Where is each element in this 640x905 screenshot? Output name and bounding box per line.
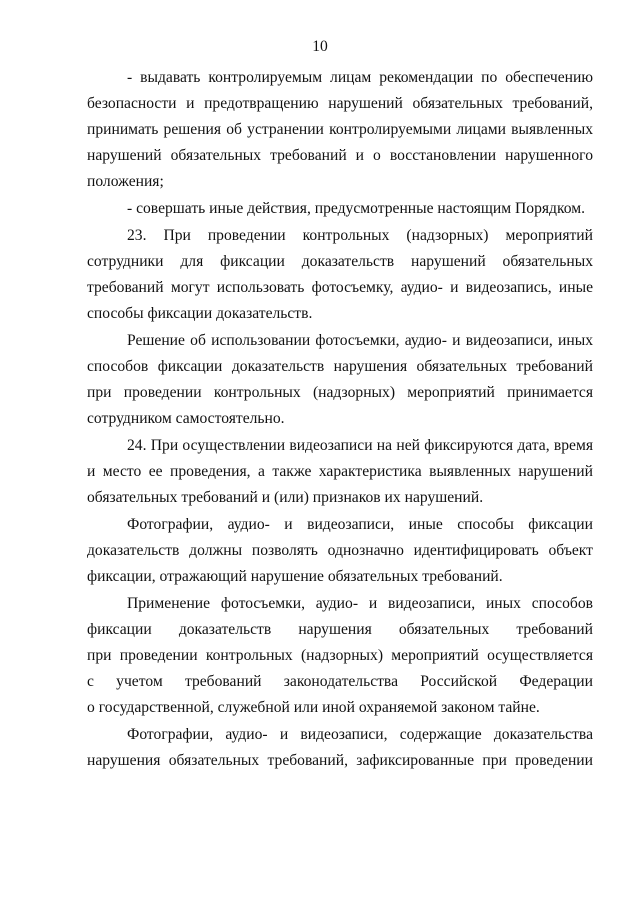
paragraph-recommendations [87, 65, 593, 195]
document-body [87, 65, 593, 774]
paragraph-evidence [87, 722, 593, 774]
text-line: обязательных требований и (или) признаков их нарушений. [87, 489, 484, 506]
text-line: фиксации, отражающий нарушение обязательных требований. [87, 568, 503, 585]
text-line: и место ее проведения, а также характеристика выявленных нарушений [87, 463, 593, 480]
paragraph-item-23 [87, 223, 593, 327]
paragraph-decision [87, 328, 593, 432]
text-line: с учетом требований законодательства Российской Федерации [87, 673, 593, 690]
paragraph-item-24 [87, 433, 593, 511]
text-line: нарушения обязательных требований, зафиксированные при проведении [87, 752, 593, 769]
text-line: о государственной, служебной или иной охраняемой законом тайне. [87, 699, 540, 716]
text-line: - совершать иные действия, предусмотренные настоящим Порядком. [127, 200, 586, 217]
text-line: Фотографии, аудио- и видеозаписи, содержащие доказательства [127, 726, 593, 743]
text-line: способы фиксации доказательств. [87, 305, 313, 322]
text-line: Решение об использовании фотосъемки, аудио- и видеозаписи, иных [127, 332, 593, 349]
text-line: 24. При осуществлении видеозаписи на ней фиксируются дата, время [127, 437, 593, 454]
text-line: при проведении контрольных (надзорных) мероприятий принимается [87, 384, 593, 401]
paragraph-photos [87, 512, 593, 590]
paragraph-application [87, 591, 593, 721]
text-line: Фотографии, аудио- и видеозаписи, иные способы фиксации [127, 516, 593, 533]
text-line: - выдавать контролируемым лицам рекомендации по обеспечению [127, 69, 593, 86]
text-line: Применение фотосъемки, аудио- и видеозаписи, иных способов [127, 595, 593, 612]
text-line: сотрудники для фиксации доказательств нарушений обязательных [87, 253, 593, 270]
text-line: способов фиксации доказательств нарушения обязательных требований [87, 358, 593, 375]
text-line: сотрудником самостоятельно. [87, 410, 285, 427]
text-line: положения; [87, 173, 164, 190]
text-line: доказательств должны позволять однозначно идентифицировать объект [87, 542, 593, 559]
text-line: 23. При проведении контрольных (надзорных) мероприятий [127, 227, 593, 244]
text-line: фиксации доказательств нарушения обязательных требований [87, 621, 593, 638]
paragraph-other-actions [87, 196, 593, 222]
text-line: нарушений обязательных требований и о восстановлении нарушенного [87, 147, 593, 164]
page-number: 10 [312, 38, 328, 55]
text-line: принимать решения об устранении контролируемыми лицами выявленных [87, 121, 593, 138]
text-line: при проведении контрольных (надзорных) мероприятий осуществляется [87, 647, 593, 664]
text-line: безопасности и предотвращению нарушений обязательных требований, [87, 95, 593, 112]
text-line: требований могут использовать фотосъемку, аудио- и видеозапись, иные [87, 279, 593, 296]
